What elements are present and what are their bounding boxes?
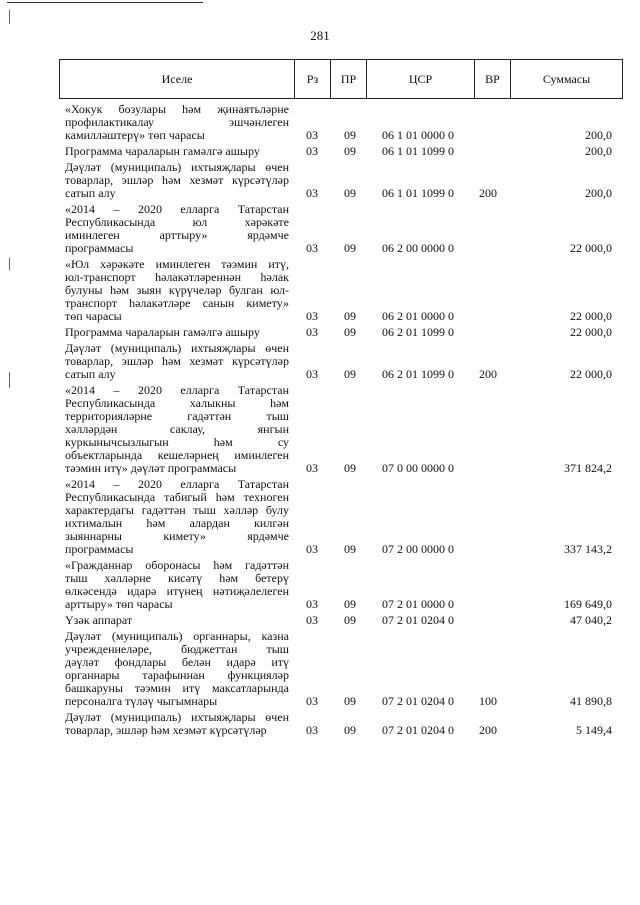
row-name-line: «Хокук бозулары һәм җинаятьләрне xyxy=(65,102,289,116)
row-name xyxy=(65,326,289,339)
row-rz: 03 xyxy=(306,542,318,556)
row-rz: 03 xyxy=(306,325,318,339)
row-csr: 07 2 01 0204 0 xyxy=(382,723,454,737)
row-name-line: булуны һәм зыян күрүчеләр булган юл- xyxy=(65,283,289,297)
row-name-line: Программа чараларын гамәлгә ашыру xyxy=(65,144,260,158)
column-header-sum: Суммасы xyxy=(511,60,623,99)
row-name-line: «Юл хәрәкәте иминлеген тәэмин итү, xyxy=(65,257,289,271)
row-sum: 47 040,2 xyxy=(570,613,612,627)
top-rule xyxy=(7,2,203,3)
row-name xyxy=(65,342,289,381)
row-csr: 06 1 01 0000 0 xyxy=(382,128,454,142)
row-name-line: Республикасында халыкны һәм xyxy=(65,396,289,410)
row-pr: 09 xyxy=(344,186,356,200)
row-name xyxy=(65,478,289,556)
row-name-line: «Гражданнар оборонасы һәм гадәттән xyxy=(65,558,289,572)
table-row xyxy=(0,711,640,737)
row-name-line: ихтималын һәм алардан килгән xyxy=(65,516,289,530)
row-vr: 200 xyxy=(479,367,497,381)
table-row xyxy=(0,614,640,627)
row-sum: 200,0 xyxy=(585,186,612,200)
row-name xyxy=(65,103,289,142)
row-name-line: төп чарасы xyxy=(65,309,122,323)
page-number: 281 xyxy=(310,28,330,43)
row-sum: 169 649,0 xyxy=(564,597,612,611)
row-sum: 200,0 xyxy=(585,144,612,158)
row-name-line: товарлар, эшләр һәм хезмәт күрсәтүләр xyxy=(65,723,267,737)
row-name xyxy=(65,614,289,627)
row-csr: 07 2 01 0000 0 xyxy=(382,597,454,611)
row-name-line: куркынычсызлыгын һәм су xyxy=(65,435,289,449)
row-name-line: органнары тарафыннан функцияләр xyxy=(65,668,289,682)
row-pr: 09 xyxy=(344,542,356,556)
row-name-line: зыяннарны кимету» ярдәмче xyxy=(65,529,289,543)
row-name-line: «2014 – 2020 елларга Татарстан xyxy=(65,477,289,491)
row-sum: 337 143,2 xyxy=(564,542,612,556)
row-name-line: «2014 – 2020 елларга Татарстан xyxy=(65,383,289,397)
row-csr: 07 2 01 0204 0 xyxy=(382,694,454,708)
row-pr: 09 xyxy=(344,309,356,323)
row-name xyxy=(65,203,289,255)
row-csr: 06 2 01 0000 0 xyxy=(382,309,454,323)
row-name-line: товарлар, эшләр һәм хезмәт күрсәтүләр xyxy=(65,354,289,368)
row-name-line: иминлеген арттыру» ярдәмче xyxy=(65,228,289,242)
row-name-line: Дәүләт (муниципаль) ихтыяҗлары өчен xyxy=(65,341,289,355)
row-csr: 07 0 00 0000 0 xyxy=(382,461,454,475)
table-row xyxy=(0,326,640,339)
row-vr: 100 xyxy=(479,694,497,708)
row-name-line: сатып алу xyxy=(65,186,116,200)
row-csr: 06 1 01 1099 0 xyxy=(382,144,454,158)
row-name-line: транспорт һәлакәтләре санын кимету» xyxy=(65,296,289,310)
row-name-line: персоналга түләү чыгымнары xyxy=(65,694,218,708)
column-header-vr: ВР xyxy=(475,60,511,99)
row-rz: 03 xyxy=(306,128,318,142)
row-name-line: учреждениеләре, бюджеттан тыш xyxy=(65,642,289,656)
row-rz: 03 xyxy=(306,694,318,708)
row-sum: 41 890,8 xyxy=(570,694,612,708)
table-row xyxy=(0,203,640,255)
row-pr: 09 xyxy=(344,241,356,255)
row-name-line: сатып алу xyxy=(65,367,116,381)
row-pr: 09 xyxy=(344,128,356,142)
row-sum: 22 000,0 xyxy=(570,367,612,381)
row-name-line: Үзәк аппарат xyxy=(65,613,133,627)
column-header-rz: Рз xyxy=(295,60,331,99)
table-row xyxy=(0,103,640,142)
row-name-line: территорияләрне гадәттән тыш xyxy=(65,409,289,423)
row-pr: 09 xyxy=(344,461,356,475)
row-sum: 5 149,4 xyxy=(576,723,612,737)
row-name xyxy=(65,630,289,708)
row-name xyxy=(65,384,289,475)
row-csr: 07 2 00 0000 0 xyxy=(382,542,454,556)
row-rz: 03 xyxy=(306,309,318,323)
table-row xyxy=(0,559,640,611)
row-name-line: Программа чараларын гамәлгә ашыру xyxy=(65,325,260,339)
row-name-line: тәэмин итү» дәүләт программасы xyxy=(65,461,237,475)
row-sum: 200,0 xyxy=(585,128,612,142)
row-rz: 03 xyxy=(306,613,318,627)
row-sum: 371 824,2 xyxy=(564,461,612,475)
table-row xyxy=(0,478,640,556)
row-name-line: дәүләт фондлары белән идарә итү xyxy=(65,655,289,669)
row-sum: 22 000,0 xyxy=(570,241,612,255)
row-name-line: товарлар, эшләр һәм хезмәт күрсәтүләр xyxy=(65,173,289,187)
row-sum: 22 000,0 xyxy=(570,325,612,339)
row-csr: 07 2 01 0204 0 xyxy=(382,613,454,627)
row-csr: 06 1 01 1099 0 xyxy=(382,186,454,200)
row-name-line: арттыру» төп чарасы xyxy=(65,597,173,611)
row-rz: 03 xyxy=(306,723,318,737)
row-name-line: объектларында кешеләрнең иминлеген xyxy=(65,448,289,462)
row-sum: 22 000,0 xyxy=(570,309,612,323)
table-row xyxy=(0,258,640,323)
row-name-line: тыш хәлләрне кисәтү һәм бетерү xyxy=(65,571,289,585)
column-header-csr: ЦСР xyxy=(367,60,475,99)
row-rz: 03 xyxy=(306,597,318,611)
table-row xyxy=(0,161,640,200)
row-rz: 03 xyxy=(306,186,318,200)
row-name-line: программасы xyxy=(65,542,134,556)
row-name xyxy=(65,145,289,158)
row-pr: 09 xyxy=(344,367,356,381)
row-rz: 03 xyxy=(306,461,318,475)
row-rz: 03 xyxy=(306,367,318,381)
row-name-line: профилактикалау эшчәнлеген xyxy=(65,115,289,129)
margin-mark xyxy=(9,10,10,24)
row-name xyxy=(65,161,289,200)
row-name xyxy=(65,559,289,611)
column-header-pr: ПР xyxy=(331,60,367,99)
row-name-line: хәлләрдән саклау, янгын xyxy=(65,422,289,436)
table-row xyxy=(0,630,640,708)
row-rz: 03 xyxy=(306,241,318,255)
row-name-line: характердагы гадәттән тыш хәлләр булу xyxy=(65,503,289,517)
row-rz: 03 xyxy=(306,144,318,158)
row-pr: 09 xyxy=(344,723,356,737)
row-pr: 09 xyxy=(344,613,356,627)
row-name-line: программасы xyxy=(65,241,134,255)
row-csr: 06 2 01 1099 0 xyxy=(382,367,454,381)
row-name-line: Дәүләт (муниципаль) ихтыяҗлары өчен xyxy=(65,710,289,724)
row-pr: 09 xyxy=(344,144,356,158)
row-name-line: «2014 – 2020 елларга Татарстан xyxy=(65,202,289,216)
column-header-name: Иселе xyxy=(60,60,295,99)
table-row xyxy=(0,384,640,475)
row-vr: 200 xyxy=(479,723,497,737)
row-pr: 09 xyxy=(344,597,356,611)
row-name-line: башкаруны тәэмин итү максатларында xyxy=(65,681,289,695)
row-name xyxy=(65,711,289,737)
row-name-line: өлкәсендә идарә итүнең нәтиҗәлелеген xyxy=(65,584,289,598)
row-name-line: Дәүләт (муниципаль) органнары, казна xyxy=(65,629,289,643)
row-name xyxy=(65,258,289,323)
row-vr: 200 xyxy=(479,186,497,200)
row-pr: 09 xyxy=(344,694,356,708)
table-row xyxy=(0,145,640,158)
row-name-line: Республикасында юл хәрәкәте xyxy=(65,215,289,229)
table-row xyxy=(0,342,640,381)
row-pr: 09 xyxy=(344,325,356,339)
row-csr: 06 2 00 0000 0 xyxy=(382,241,454,255)
table-header xyxy=(59,59,623,99)
row-name-line: Республикасында табигый һәм техноген xyxy=(65,490,289,504)
row-name-line: юл-транспорт һәлакәтләреннән һәлак xyxy=(65,270,289,284)
row-csr: 06 2 01 1099 0 xyxy=(382,325,454,339)
row-name-line: камилләштерү» төп чарасы xyxy=(65,128,205,142)
row-name-line: Дәүләт (муниципаль) ихтыяҗлары өчен xyxy=(65,160,289,174)
